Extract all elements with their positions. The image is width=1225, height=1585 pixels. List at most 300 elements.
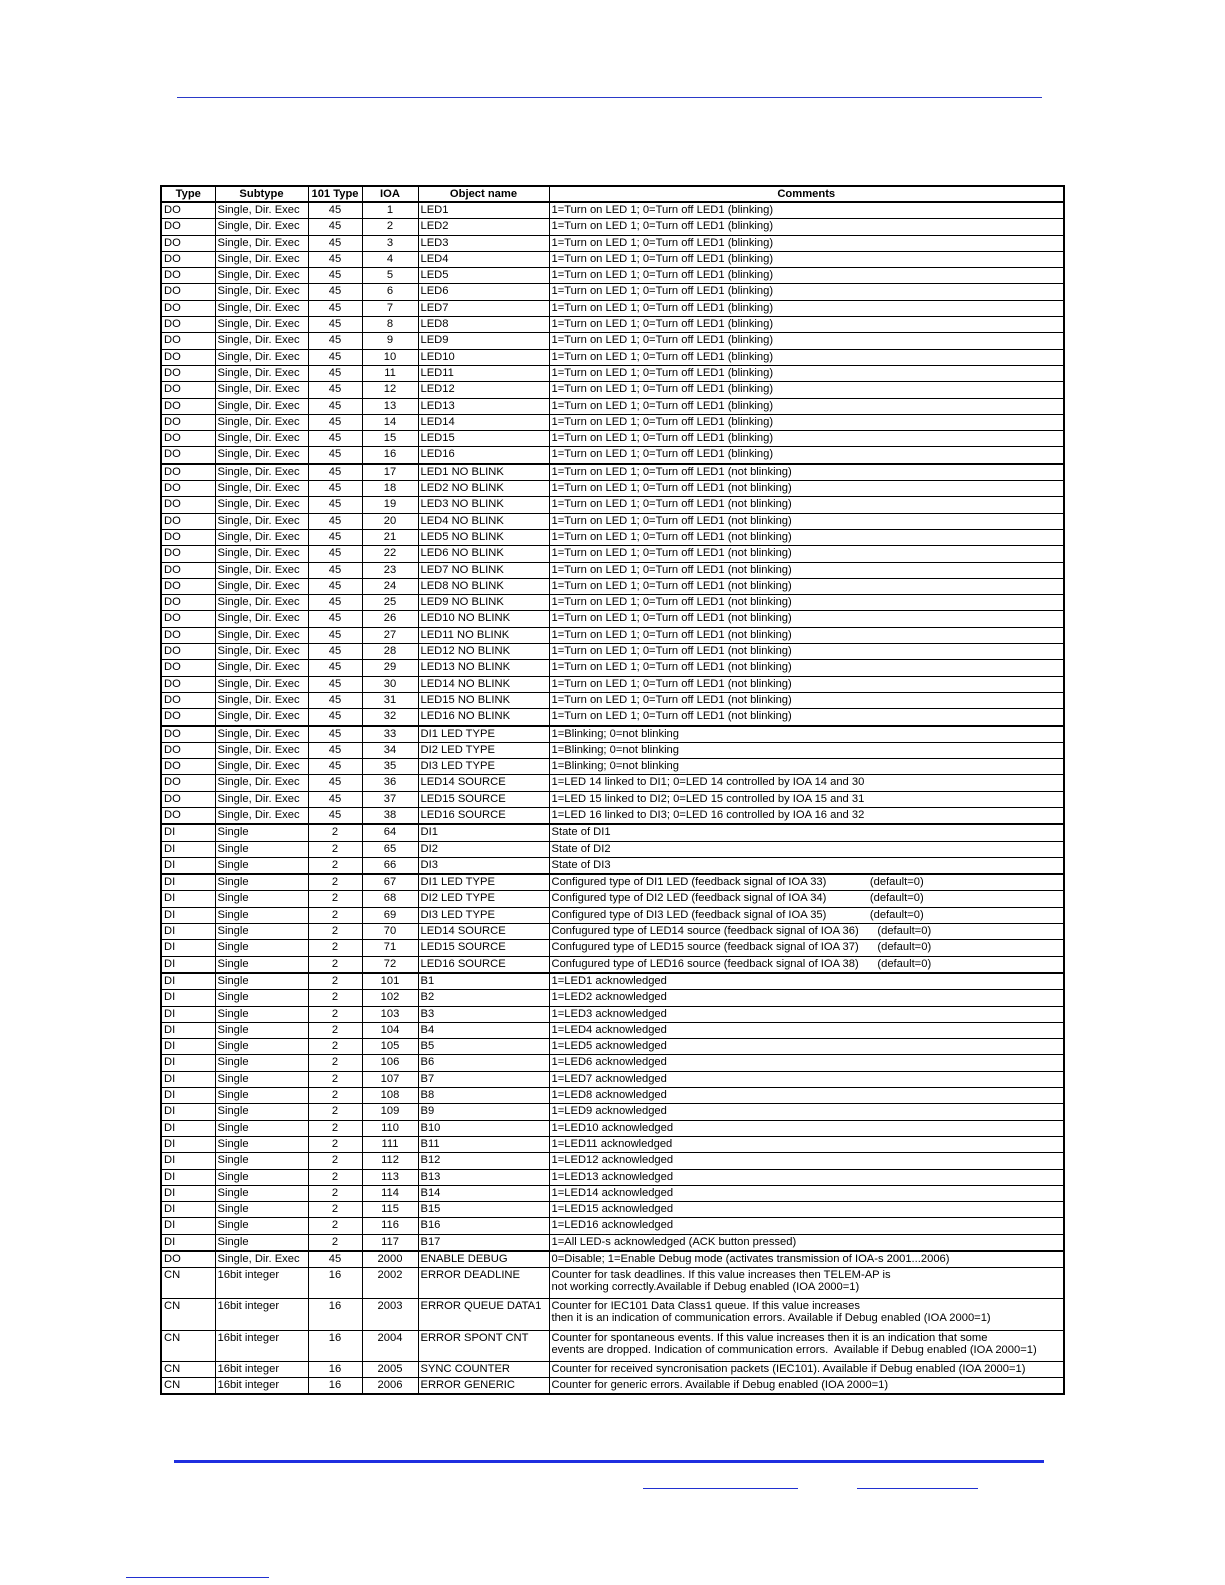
table-row — [161, 268, 1064, 284]
cell-object-name: LED16 SOURCE — [418, 807, 549, 824]
cell-101-type: 45 — [308, 644, 362, 660]
table-row — [161, 924, 1064, 940]
cell-ioa: 68 — [362, 891, 418, 907]
cell-object-name: LED8 NO BLINK — [418, 578, 549, 594]
cell-comments: 1=Turn on LED 1; 0=Turn off LED1 (blinking) — [549, 268, 1064, 284]
cell-subtype: Single, Dir. Exec — [215, 382, 308, 398]
cell-type: DI — [161, 990, 215, 1006]
cell-ioa: 33 — [362, 726, 418, 743]
cell-subtype: Single — [215, 1039, 308, 1055]
table-row — [161, 1185, 1064, 1201]
cell-ioa: 37 — [362, 791, 418, 807]
table-row — [161, 1006, 1064, 1022]
cell-type: DO — [161, 317, 215, 333]
cell-comments: 1=Turn on LED 1; 0=Turn off LED1 (blinking) — [549, 349, 1064, 365]
cell-101-type: 45 — [308, 562, 362, 578]
cell-101-type: 2 — [308, 891, 362, 907]
cell-101-type: 2 — [308, 1104, 362, 1120]
cell-comments: 1=LED6 acknowledged — [549, 1055, 1064, 1071]
cell-type: DO — [161, 414, 215, 430]
cell-object-name: LED1 — [418, 202, 549, 219]
cell-comments: 1=Turn on LED 1; 0=Turn off LED1 (blinking) — [549, 431, 1064, 447]
cell-101-type: 2 — [308, 841, 362, 857]
cell-type: DO — [161, 464, 215, 481]
cell-comments: State of DI2 — [549, 841, 1064, 857]
cell-object-name: B15 — [418, 1202, 549, 1218]
cell-101-type: 45 — [308, 791, 362, 807]
cell-subtype: 16bit integer — [215, 1299, 308, 1330]
cell-ioa: 2 — [362, 219, 418, 235]
cell-type: DI — [161, 973, 215, 990]
cell-type: DO — [161, 513, 215, 529]
cell-type: DO — [161, 627, 215, 643]
cell-ioa: 6 — [362, 284, 418, 300]
cell-comments: 1=LED12 acknowledged — [549, 1153, 1064, 1169]
cell-type: DO — [161, 595, 215, 611]
cell-ioa: 2005 — [362, 1361, 418, 1377]
table-row — [161, 447, 1064, 464]
cell-comments: 1=Turn on LED 1; 0=Turn off LED1 (not blinking) — [549, 497, 1064, 513]
cell-type: CN — [161, 1361, 215, 1377]
table-row — [161, 1330, 1064, 1361]
cell-ioa: 67 — [362, 874, 418, 891]
cell-ioa: 106 — [362, 1055, 418, 1071]
cell-subtype: Single — [215, 891, 308, 907]
cell-101-type: 16 — [308, 1299, 362, 1330]
cell-ioa: 65 — [362, 841, 418, 857]
cell-object-name: LED4 NO BLINK — [418, 513, 549, 529]
cell-object-name: SYNC COUNTER — [418, 1361, 549, 1377]
cell-subtype: Single — [215, 924, 308, 940]
cell-object-name: LED2 — [418, 219, 549, 235]
cell-subtype: Single, Dir. Exec — [215, 627, 308, 643]
cell-type: DI — [161, 1104, 215, 1120]
cell-subtype: Single, Dir. Exec — [215, 1251, 308, 1268]
cell-object-name: B4 — [418, 1022, 549, 1038]
cell-comments: 1=LED10 acknowledged — [549, 1120, 1064, 1136]
cell-subtype: Single — [215, 940, 308, 956]
cell-comments: 1=Turn on LED 1; 0=Turn off LED1 (not blinking) — [549, 676, 1064, 692]
cell-ioa: 35 — [362, 759, 418, 775]
cell-101-type: 45 — [308, 807, 362, 824]
cell-101-type: 45 — [308, 414, 362, 430]
cell-comments: 1=Turn on LED 1; 0=Turn off LED1 (not blinking) — [549, 578, 1064, 594]
cell-object-name: B17 — [418, 1234, 549, 1251]
cell-subtype: Single — [215, 1071, 308, 1087]
table-row — [161, 219, 1064, 235]
table-row — [161, 907, 1064, 923]
cell-subtype: Single, Dir. Exec — [215, 431, 308, 447]
cell-101-type: 2 — [308, 1055, 362, 1071]
cell-type: DO — [161, 235, 215, 251]
cell-101-type: 45 — [308, 481, 362, 497]
cell-ioa: 101 — [362, 973, 418, 990]
table-row — [161, 990, 1064, 1006]
cell-101-type: 2 — [308, 1088, 362, 1104]
cell-subtype: Single, Dir. Exec — [215, 742, 308, 758]
cell-subtype: Single, Dir. Exec — [215, 562, 308, 578]
table-row — [161, 759, 1064, 775]
cell-101-type: 45 — [308, 513, 362, 529]
cell-101-type: 45 — [308, 431, 362, 447]
cell-comments: 1=Blinking; 0=not blinking — [549, 726, 1064, 743]
cell-comments: 1=LED7 acknowledged — [549, 1071, 1064, 1087]
cell-ioa: 16 — [362, 447, 418, 464]
cell-subtype: Single, Dir. Exec — [215, 481, 308, 497]
cell-ioa: 113 — [362, 1169, 418, 1185]
cell-object-name: DI3 — [418, 857, 549, 874]
table-header-row — [161, 186, 1064, 202]
cell-comments: 1=Turn on LED 1; 0=Turn off LED1 (not blinking) — [549, 595, 1064, 611]
cell-101-type: 2 — [308, 857, 362, 874]
table-row — [161, 660, 1064, 676]
cell-101-type: 45 — [308, 578, 362, 594]
cell-ioa: 7 — [362, 300, 418, 316]
cell-ioa: 25 — [362, 595, 418, 611]
col-header-subtype: Subtype — [215, 186, 308, 202]
cell-101-type: 2 — [308, 1169, 362, 1185]
cell-ioa: 36 — [362, 775, 418, 791]
table-row — [161, 464, 1064, 481]
cell-ioa: 38 — [362, 807, 418, 824]
cell-subtype: Single, Dir. Exec — [215, 251, 308, 267]
cell-comments: Counter for spontaneous events. If this value increases then it is an indication that some events are dropped. Indication of communication errors. Available if Debug enabled (IOA 2000=1) — [549, 1330, 1064, 1361]
cell-object-name: B11 — [418, 1136, 549, 1152]
cell-type: DO — [161, 759, 215, 775]
cell-subtype: 16bit integer — [215, 1268, 308, 1299]
table-row — [161, 1136, 1064, 1152]
cell-ioa: 107 — [362, 1071, 418, 1087]
cell-101-type: 2 — [308, 940, 362, 956]
cell-type: DI — [161, 907, 215, 923]
cell-101-type: 45 — [308, 349, 362, 365]
cell-comments: 1=Turn on LED 1; 0=Turn off LED1 (not blinking) — [549, 529, 1064, 545]
cell-type: DI — [161, 824, 215, 841]
cell-subtype: Single — [215, 1234, 308, 1251]
cell-101-type: 16 — [308, 1330, 362, 1361]
table-row — [161, 824, 1064, 841]
cell-type: DI — [161, 891, 215, 907]
cell-subtype: Single, Dir. Exec — [215, 497, 308, 513]
cell-object-name: LED15 SOURCE — [418, 791, 549, 807]
cell-subtype: 16bit integer — [215, 1361, 308, 1377]
cell-101-type: 45 — [308, 660, 362, 676]
cell-subtype: Single — [215, 1185, 308, 1201]
cell-comments: 1=LED3 acknowledged — [549, 1006, 1064, 1022]
cell-object-name: LED12 NO BLINK — [418, 644, 549, 660]
cell-101-type: 2 — [308, 1185, 362, 1201]
col-header-comments: Comments — [549, 186, 1064, 202]
cell-type: DO — [161, 578, 215, 594]
cell-101-type: 45 — [308, 202, 362, 219]
table-row — [161, 775, 1064, 791]
cell-101-type: 45 — [308, 398, 362, 414]
cell-ioa: 13 — [362, 398, 418, 414]
cell-subtype: Single — [215, 857, 308, 874]
cell-type: DI — [161, 1071, 215, 1087]
table-row — [161, 709, 1064, 726]
cell-subtype: Single, Dir. Exec — [215, 611, 308, 627]
cell-comments: 1=LED13 acknowledged — [549, 1169, 1064, 1185]
table-row — [161, 857, 1064, 874]
cell-comments: 1=LED14 acknowledged — [549, 1185, 1064, 1201]
cell-type: DO — [161, 529, 215, 545]
cell-comments: Configured type of DI2 LED (feedback signal of IOA 34) (default=0) — [549, 891, 1064, 907]
cell-object-name: LED9 NO BLINK — [418, 595, 549, 611]
cell-101-type: 2 — [308, 1234, 362, 1251]
cell-object-name: DI1 — [418, 824, 549, 841]
cell-object-name: LED6 — [418, 284, 549, 300]
cell-101-type: 2 — [308, 956, 362, 973]
cell-object-name: B6 — [418, 1055, 549, 1071]
cell-ioa: 27 — [362, 627, 418, 643]
cell-101-type: 2 — [308, 1071, 362, 1087]
cell-101-type: 45 — [308, 447, 362, 464]
table-row — [161, 1120, 1064, 1136]
cell-type: DI — [161, 1169, 215, 1185]
cell-comments: 1=LED4 acknowledged — [549, 1022, 1064, 1038]
cell-type: DO — [161, 333, 215, 349]
table-row — [161, 251, 1064, 267]
cell-ioa: 8 — [362, 317, 418, 333]
cell-object-name: DI2 — [418, 841, 549, 857]
cell-comments: 1=LED8 acknowledged — [549, 1088, 1064, 1104]
cell-101-type: 2 — [308, 990, 362, 1006]
cell-object-name: B1 — [418, 973, 549, 990]
cell-object-name: B14 — [418, 1185, 549, 1201]
table-row — [161, 874, 1064, 891]
cell-subtype: Single, Dir. Exec — [215, 447, 308, 464]
cell-subtype: Single — [215, 824, 308, 841]
table-row — [161, 742, 1064, 758]
cell-101-type: 2 — [308, 1218, 362, 1234]
table-row — [161, 513, 1064, 529]
table-row — [161, 1251, 1064, 1268]
table-row — [161, 317, 1064, 333]
cell-ioa: 14 — [362, 414, 418, 430]
cell-comments: 1=LED1 acknowledged — [549, 973, 1064, 990]
table-row — [161, 382, 1064, 398]
cell-object-name: ERROR QUEUE DATA1 — [418, 1299, 549, 1330]
table-row — [161, 1268, 1064, 1299]
cell-type: DI — [161, 1088, 215, 1104]
cell-type: DO — [161, 726, 215, 743]
cell-type: DO — [161, 546, 215, 562]
cell-ioa: 24 — [362, 578, 418, 594]
footer-link-underline — [126, 1577, 269, 1578]
table-row — [161, 692, 1064, 708]
cell-subtype: Single — [215, 841, 308, 857]
cell-comments: Counter for IEC101 Data Class1 queue. If this value increases then it is an indication of communication errors. Available if Debug enabled (IOA 2000=1) — [549, 1299, 1064, 1330]
table-row — [161, 414, 1064, 430]
cell-101-type: 45 — [308, 464, 362, 481]
cell-type: DO — [161, 692, 215, 708]
cell-ioa: 23 — [362, 562, 418, 578]
cell-subtype: Single, Dir. Exec — [215, 709, 308, 726]
cell-subtype: Single, Dir. Exec — [215, 595, 308, 611]
cell-comments: 1=All LED-s acknowledged (ACK button pressed) — [549, 1234, 1064, 1251]
table-row — [161, 1299, 1064, 1330]
cell-101-type: 45 — [308, 300, 362, 316]
cell-comments: Confugured type of LED14 source (feedback signal of IOA 36) (default=0) — [549, 924, 1064, 940]
table-row — [161, 1218, 1064, 1234]
cell-101-type: 45 — [308, 365, 362, 381]
cell-comments: 1=LED 15 linked to DI2; 0=LED 15 controlled by IOA 15 and 31 — [549, 791, 1064, 807]
cell-subtype: Single, Dir. Exec — [215, 464, 308, 481]
cell-comments: Configured type of DI1 LED (feedback signal of IOA 33) (default=0) — [549, 874, 1064, 891]
cell-type: DO — [161, 431, 215, 447]
cell-type: CN — [161, 1330, 215, 1361]
cell-ioa: 22 — [362, 546, 418, 562]
cell-subtype: Single, Dir. Exec — [215, 791, 308, 807]
cell-comments: 1=Blinking; 0=not blinking — [549, 759, 1064, 775]
cell-subtype: Single, Dir. Exec — [215, 365, 308, 381]
cell-comments: State of DI3 — [549, 857, 1064, 874]
cell-object-name: LED13 NO BLINK — [418, 660, 549, 676]
cell-comments: 1=Turn on LED 1; 0=Turn off LED1 (blinking) — [549, 333, 1064, 349]
cell-subtype: Single — [215, 874, 308, 891]
cell-type: DO — [161, 709, 215, 726]
cell-type: DO — [161, 611, 215, 627]
cell-object-name: LED14 — [418, 414, 549, 430]
cell-101-type: 45 — [308, 726, 362, 743]
cell-object-name: ERROR DEADLINE — [418, 1268, 549, 1299]
cell-101-type: 45 — [308, 268, 362, 284]
footer-link-underline — [857, 1488, 978, 1489]
col-header-object-name: Object name — [418, 186, 549, 202]
cell-ioa: 19 — [362, 497, 418, 513]
cell-101-type: 45 — [308, 775, 362, 791]
cell-comments: Counter for received syncronisation packets (IEC101). Available if Debug enabled (IOA 2000=1) — [549, 1361, 1064, 1377]
cell-ioa: 32 — [362, 709, 418, 726]
cell-101-type: 2 — [308, 874, 362, 891]
cell-object-name: DI2 LED TYPE — [418, 742, 549, 758]
cell-ioa: 34 — [362, 742, 418, 758]
cell-ioa: 10 — [362, 349, 418, 365]
cell-object-name: LED1 NO BLINK — [418, 464, 549, 481]
cell-type: DO — [161, 1251, 215, 1268]
cell-ioa: 102 — [362, 990, 418, 1006]
col-header-101-type: 101 Type — [308, 186, 362, 202]
table-row — [161, 300, 1064, 316]
cell-object-name: LED9 — [418, 333, 549, 349]
table-row — [161, 644, 1064, 660]
cell-subtype: Single, Dir. Exec — [215, 726, 308, 743]
cell-comments: 1=Turn on LED 1; 0=Turn off LED1 (blinking) — [549, 219, 1064, 235]
cell-object-name: LED15 SOURCE — [418, 940, 549, 956]
cell-ioa: 2004 — [362, 1330, 418, 1361]
cell-object-name: LED5 — [418, 268, 549, 284]
table-row — [161, 562, 1064, 578]
cell-ioa: 71 — [362, 940, 418, 956]
cell-type: DO — [161, 742, 215, 758]
cell-subtype: 16bit integer — [215, 1330, 308, 1361]
cell-101-type: 2 — [308, 1136, 362, 1152]
cell-object-name: B9 — [418, 1104, 549, 1120]
cell-object-name: LED14 SOURCE — [418, 924, 549, 940]
cell-comments: 1=Turn on LED 1; 0=Turn off LED1 (not blinking) — [549, 692, 1064, 708]
cell-ioa: 104 — [362, 1022, 418, 1038]
cell-subtype: Single, Dir. Exec — [215, 644, 308, 660]
cell-101-type: 2 — [308, 1022, 362, 1038]
cell-ioa: 2000 — [362, 1251, 418, 1268]
cell-subtype: Single, Dir. Exec — [215, 202, 308, 219]
cell-comments: 1=LED15 acknowledged — [549, 1202, 1064, 1218]
table-row — [161, 284, 1064, 300]
cell-object-name: LED13 — [418, 398, 549, 414]
cell-comments: 1=Blinking; 0=not blinking — [549, 742, 1064, 758]
cell-object-name: LED11 NO BLINK — [418, 627, 549, 643]
cell-comments: Counter for generic errors. Available if Debug enabled (IOA 2000=1) — [549, 1378, 1064, 1395]
cell-type: DO — [161, 268, 215, 284]
cell-101-type: 45 — [308, 692, 362, 708]
table-row — [161, 1104, 1064, 1120]
table-row — [161, 791, 1064, 807]
table-row — [161, 1361, 1064, 1377]
cell-101-type: 2 — [308, 1202, 362, 1218]
cell-object-name: B2 — [418, 990, 549, 1006]
cell-ioa: 112 — [362, 1153, 418, 1169]
cell-object-name: B7 — [418, 1071, 549, 1087]
footer-link-underline — [643, 1488, 798, 1489]
cell-subtype: Single, Dir. Exec — [215, 529, 308, 545]
table-row — [161, 349, 1064, 365]
cell-ioa: 30 — [362, 676, 418, 692]
cell-comments: 1=LED11 acknowledged — [549, 1136, 1064, 1152]
ioa-table — [160, 185, 1065, 1395]
cell-ioa: 17 — [362, 464, 418, 481]
cell-101-type: 2 — [308, 924, 362, 940]
table-row — [161, 546, 1064, 562]
cell-type: DO — [161, 202, 215, 219]
cell-ioa: 114 — [362, 1185, 418, 1201]
cell-subtype: Single, Dir. Exec — [215, 660, 308, 676]
cell-comments: 1=LED 14 linked to DI1; 0=LED 14 controlled by IOA 14 and 30 — [549, 775, 1064, 791]
cell-comments: Confugured type of LED16 source (feedback signal of IOA 38) (default=0) — [549, 956, 1064, 973]
table-row — [161, 497, 1064, 513]
cell-101-type: 45 — [308, 317, 362, 333]
table-row — [161, 676, 1064, 692]
cell-101-type: 2 — [308, 824, 362, 841]
cell-comments: 1=Turn on LED 1; 0=Turn off LED1 (blinking) — [549, 398, 1064, 414]
cell-type: DO — [161, 447, 215, 464]
cell-comments: 1=Turn on LED 1; 0=Turn off LED1 (blinking) — [549, 365, 1064, 381]
cell-subtype: Single, Dir. Exec — [215, 513, 308, 529]
cell-comments: 1=Turn on LED 1; 0=Turn off LED1 (not blinking) — [549, 611, 1064, 627]
cell-type: DI — [161, 1039, 215, 1055]
cell-subtype: Single — [215, 1136, 308, 1152]
col-header-type: Type — [161, 186, 215, 202]
cell-101-type: 45 — [308, 742, 362, 758]
table-row — [161, 1169, 1064, 1185]
table-row — [161, 891, 1064, 907]
cell-subtype: Single, Dir. Exec — [215, 692, 308, 708]
cell-object-name: LED10 NO BLINK — [418, 611, 549, 627]
cell-ioa: 3 — [362, 235, 418, 251]
cell-type: CN — [161, 1378, 215, 1395]
table-row — [161, 726, 1064, 743]
cell-ioa: 105 — [362, 1039, 418, 1055]
table-row — [161, 1071, 1064, 1087]
cell-101-type: 16 — [308, 1378, 362, 1395]
cell-type: DO — [161, 251, 215, 267]
cell-subtype: Single — [215, 1104, 308, 1120]
cell-type: DO — [161, 807, 215, 824]
cell-object-name: LED7 NO BLINK — [418, 562, 549, 578]
cell-101-type: 45 — [308, 529, 362, 545]
cell-object-name: DI3 LED TYPE — [418, 907, 549, 923]
table-row — [161, 1022, 1064, 1038]
